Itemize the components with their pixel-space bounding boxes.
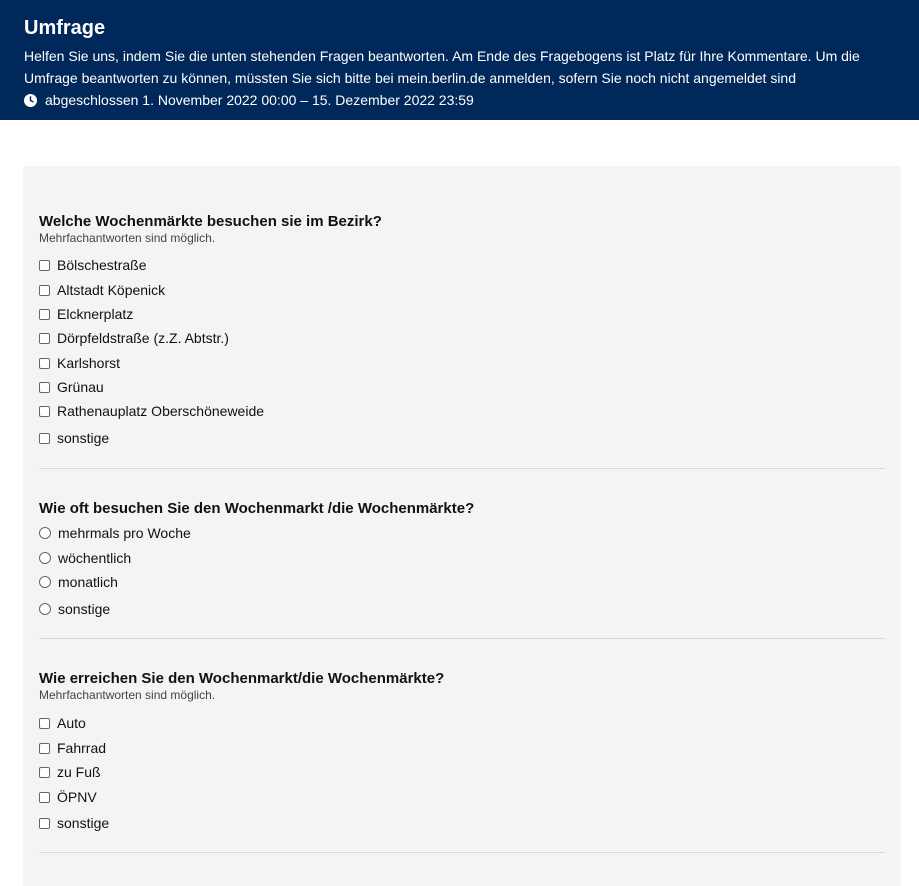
option-elcknerplatz[interactable] [39, 305, 133, 323]
survey-description: Helfen Sie uns, indem Sie die unten stehenden Fragen beantworten. Am Ende des Fragebogens ist Platz für Ihre Kommentare. Um die Umfrage beantworten zu können, müssten Sie sich bitte bei mein.berlin.de anmelden, sofern Sie noch nicht angemeldet sind [24, 48, 860, 86]
option-zu-fuss[interactable] [39, 763, 101, 781]
question-title: Wie oft besuchen Sie den Wochenmarkt /die Wochenmärkte? [39, 500, 475, 517]
option-monatlich[interactable] [39, 573, 118, 591]
radio-button[interactable] [39, 527, 51, 539]
option-sonstige[interactable] [39, 429, 109, 447]
option-label: ÖPNV [57, 789, 97, 805]
option-auto[interactable] [39, 714, 86, 732]
option-mehrmals-pro-woche[interactable] [39, 524, 191, 542]
option-label: Rathenauplatz Oberschöneweide [57, 403, 265, 419]
option-label: Auto [57, 715, 86, 731]
checkbox[interactable] [39, 433, 50, 444]
option-altstadt-koepenick[interactable] [39, 281, 165, 299]
option-sonstige[interactable] [39, 600, 110, 618]
option-label: monatlich [58, 574, 118, 590]
checkbox[interactable] [39, 743, 50, 754]
checkbox[interactable] [39, 818, 50, 829]
checkbox[interactable] [39, 333, 50, 344]
option-sonstige[interactable] [39, 814, 109, 832]
divider [39, 638, 885, 639]
option-gruenau[interactable] [39, 378, 104, 396]
divider [39, 468, 885, 469]
option-boelschestrasse[interactable] [39, 256, 146, 274]
page-title: Umfrage [24, 17, 106, 39]
question-markets [39, 213, 885, 446]
question-hint: Mehrfachantworten sind möglich. [39, 231, 216, 245]
checkbox[interactable] [39, 406, 50, 417]
checkbox[interactable] [39, 767, 50, 778]
status-text: abgeschlossen 1. November 2022 00:00 – 15. Dezember 2022 23:59 [45, 92, 474, 108]
option-karlshorst[interactable] [39, 354, 120, 372]
option-woechentlich[interactable] [39, 549, 131, 567]
option-label: Fahrrad [57, 740, 107, 756]
option-label: Dörpfeldstraße (z.Z. Abtstr.) [57, 330, 229, 346]
radio-button[interactable] [39, 576, 51, 588]
survey-header [0, 0, 919, 120]
checkbox[interactable] [39, 309, 50, 320]
radio-button[interactable] [39, 552, 51, 564]
option-fahrrad[interactable] [39, 739, 106, 757]
question-frequency [39, 500, 885, 617]
option-label: Altstadt Köpenick [57, 282, 166, 298]
checkbox[interactable] [39, 792, 50, 803]
option-label: mehrmals pro Woche [58, 525, 191, 541]
checkbox[interactable] [39, 358, 50, 369]
checkbox[interactable] [39, 382, 50, 393]
radio-button[interactable] [39, 603, 51, 615]
divider [39, 852, 885, 853]
option-label: Bölschestraße [57, 257, 147, 273]
question-title: Wie erreichen Sie den Wochenmarkt/die Wochenmärkte? [39, 670, 445, 687]
question-transport [39, 670, 885, 831]
option-oepnv[interactable] [39, 788, 97, 806]
survey-status [24, 89, 895, 111]
option-label: Grünau [57, 379, 104, 395]
option-doerpfeldstrasse[interactable] [39, 329, 229, 347]
checkbox[interactable] [39, 285, 50, 296]
checkbox[interactable] [39, 260, 50, 271]
option-label: sonstige [58, 601, 111, 617]
option-label: wöchentlich [58, 550, 132, 566]
option-label: zu Fuß [57, 764, 101, 780]
option-label: sonstige [57, 815, 110, 831]
option-rathenauplatz[interactable] [39, 402, 264, 420]
option-label: Elcknerplatz [57, 306, 134, 322]
question-hint: Mehrfachantworten sind möglich. [39, 688, 216, 702]
checkbox[interactable] [39, 718, 50, 729]
option-label: sonstige [57, 430, 110, 446]
clock-icon [24, 94, 37, 107]
option-label: Karlshorst [57, 355, 121, 371]
question-title: Welche Wochenmärkte besuchen sie im Bezirk? [39, 213, 382, 230]
survey-panel [23, 166, 901, 886]
